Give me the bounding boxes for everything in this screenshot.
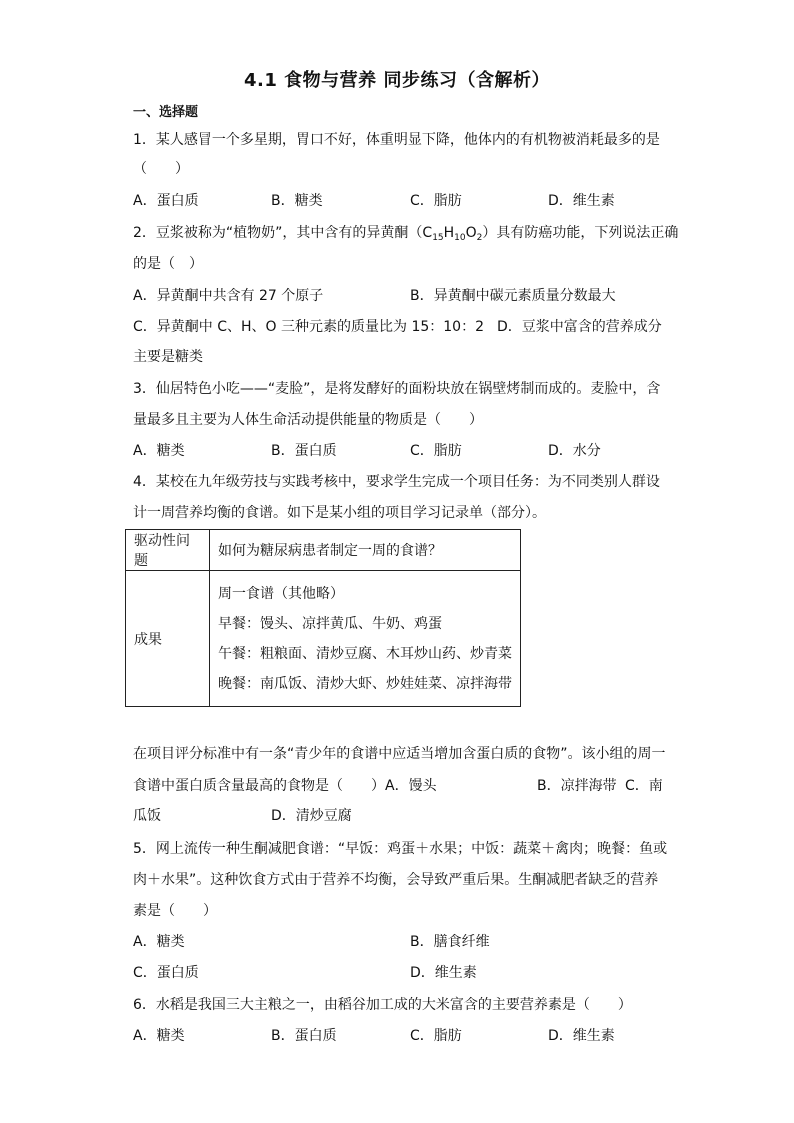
- q4-option-c: C．南: [625, 778, 663, 794]
- q1-option-b: B．糖类: [271, 193, 323, 209]
- question-1-blank: （ ）: [133, 161, 189, 177]
- q5-option-a: A．糖类: [133, 934, 185, 950]
- menu-line: 周一食谱（其他略）: [218, 585, 344, 602]
- q5-option-c: C．蛋白质: [133, 965, 199, 981]
- q5-option-b: B．膳食纤维: [410, 934, 490, 950]
- formula-subscript: 10: [454, 233, 466, 243]
- q2-text-end: ）具有防癌功能，下列说法正确: [482, 225, 679, 241]
- question-1-text: 1．某人感冒一个多星期，胃口不好，体重明显下降，他体内的有机物被消耗最多的是: [133, 132, 660, 148]
- q2-option-a: A．异黄酮中共含有 27 个原子: [133, 288, 324, 304]
- table-row: [126, 530, 521, 571]
- question-3-text: 3．仙居特色小吃——“麦脸”，是将发酵好的面粉块放在锅壁烤制而成的。麦脸中，含: [133, 381, 661, 397]
- menu-lines: [218, 579, 512, 699]
- q2-option-d: D．豆浆中富含的营养成分: [497, 319, 662, 335]
- formula-subscript: 15: [432, 233, 444, 243]
- section-heading: 一、选择题: [133, 105, 199, 120]
- q1-option-c: C．脂肪: [410, 193, 462, 209]
- question-2-text: [133, 224, 678, 247]
- menu-line: 晚餐：南瓜饭、清炒大虾、炒娃娃菜、凉拌海带: [218, 675, 512, 692]
- q3-option-d: D．水分: [548, 443, 601, 459]
- menu-line: 早餐：馒头、凉拌黄瓜、牛奶、鸡蛋: [218, 615, 442, 632]
- q2-option-d-cont: 主要是糖类: [133, 349, 203, 365]
- question-5-text-cont: 肉＋水果”。这种饮食方式由于营养不均衡，会导致严重后果。生酮减肥者缺乏的营养: [133, 872, 659, 888]
- table-cell-label: 成果: [126, 571, 210, 707]
- q4-option-b: B．凉拌海带: [537, 778, 617, 794]
- q5-option-d: D．维生素: [410, 965, 477, 981]
- project-record-table: [125, 529, 521, 707]
- question-4-text-2: 在项目评分标准中有一条“青少年的食谱中应适当增加含蛋白质的食物”。该小组的周一: [133, 746, 666, 762]
- q4-option-c-cont: 瓜饭: [133, 808, 161, 824]
- q6-option-a: A．糖类: [133, 1028, 185, 1044]
- q2-text-start: 2．豆浆被称为“植物奶”，其中含有的异黄酮（C: [133, 225, 433, 241]
- q1-option-a: A．蛋白质: [133, 193, 199, 209]
- q2-option-b: B．异黄酮中碳元素质量分数最大: [410, 288, 616, 304]
- page-title: 4.1 食物与营养 同步练习（含解析）: [244, 70, 550, 91]
- q4-question-and-option-a: 食谱中蛋白质含量最高的食物是（ ）A．馒头: [133, 778, 437, 794]
- question-5-text: 5．网上流传一种生酮减肥食谱：“早饭：鸡蛋＋水果；中饭：蔬菜＋禽肉；晚餐：鱼或: [133, 841, 668, 857]
- q1-option-d: D．维生素: [548, 193, 615, 209]
- q3-option-b: B．蛋白质: [271, 443, 337, 459]
- table-cell-value: 如何为糖尿病患者制定一周的食谱？: [210, 530, 521, 571]
- table-cell-value: [210, 571, 521, 707]
- q6-option-d: D．维生素: [548, 1028, 615, 1044]
- formula-element: O: [465, 225, 477, 241]
- question-2-text-cont: 的是（ ）: [133, 256, 203, 272]
- question-4-text: 4．某校在九年级劳技与实践考核中，要求学生完成一个项目任务：为不同类别人群设: [133, 474, 660, 490]
- q6-option-b: B．蛋白质: [271, 1028, 337, 1044]
- table-row: [126, 571, 521, 707]
- formula-element: H: [443, 225, 455, 241]
- q3-option-a: A．糖类: [133, 443, 185, 459]
- formula-subscript: 2: [476, 233, 483, 243]
- q6-option-c: C．脂肪: [410, 1028, 462, 1044]
- question-3-text-cont: 量最多且主要为人体生命活动提供能量的物质是（ ）: [133, 412, 483, 428]
- question-4-text-cont: 计一周营养均衡的食谱。如下是某小组的项目学习记录单（部分）。: [133, 505, 546, 521]
- question-6-text: 6．水稻是我国三大主粮之一，由稻谷加工成的大米富含的主要营养素是（ ）: [133, 997, 632, 1013]
- menu-line: 午餐：粗粮面、清炒豆腐、木耳炒山药、炒青菜: [218, 645, 512, 662]
- table-cell-label: 驱动性问题: [126, 530, 210, 571]
- q2-option-c: C．异黄酮中 C、H、O 三种元素的质量比为 15：10：2: [133, 319, 484, 335]
- question-5-text-cont-2: 素是（ ）: [133, 903, 217, 919]
- q3-option-c: C．脂肪: [410, 443, 462, 459]
- q4-option-d: D．清炒豆腐: [271, 808, 352, 824]
